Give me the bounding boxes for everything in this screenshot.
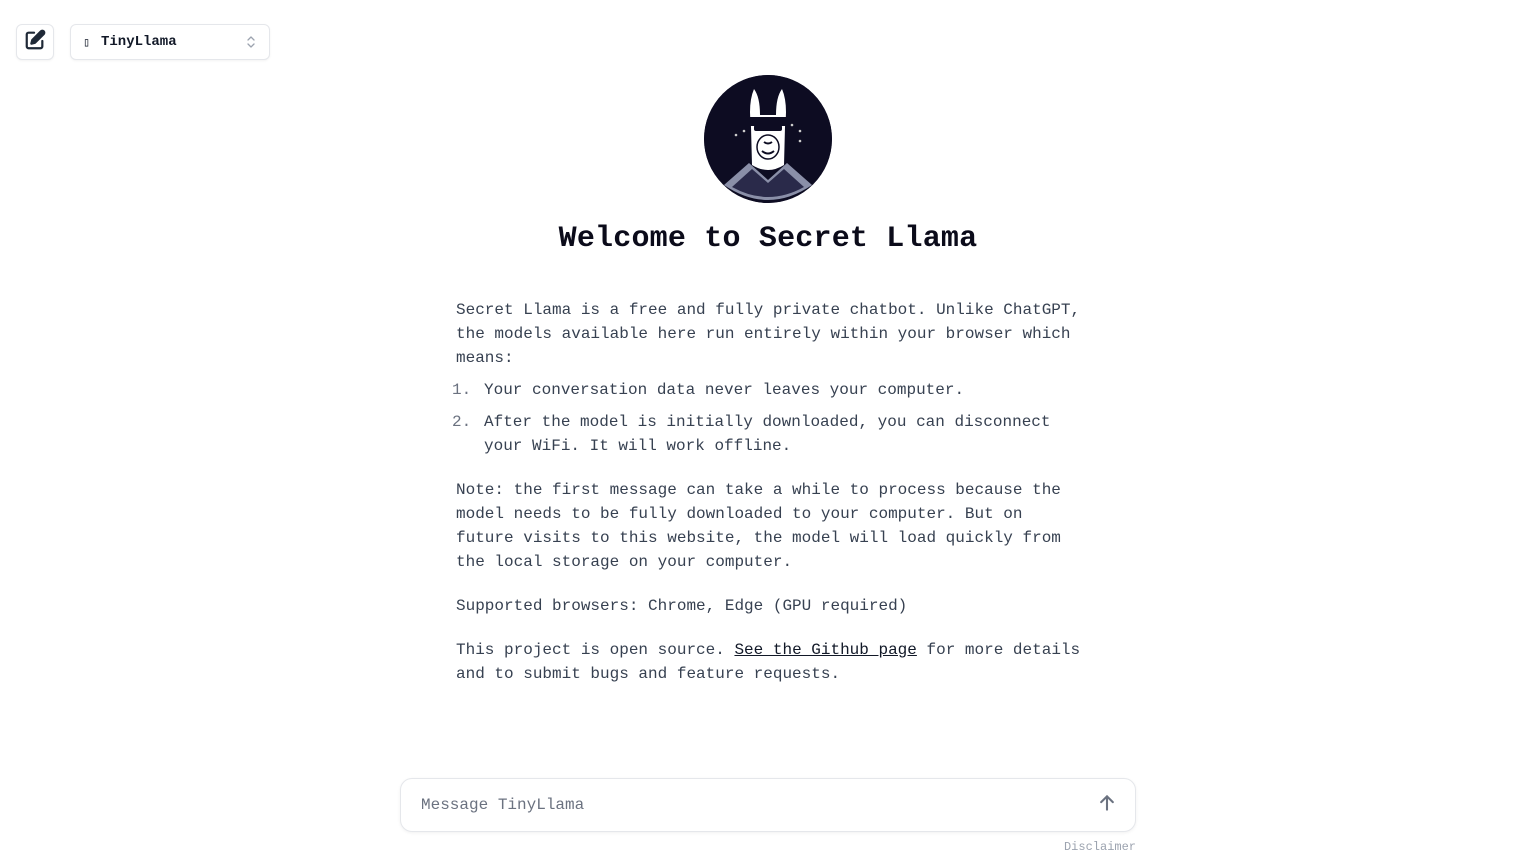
browsers-paragraph: Supported browsers: Chrome, Edge (GPU required) <box>456 597 908 615</box>
model-selector-value: TinyLlama <box>101 34 177 50</box>
github-link[interactable]: See the Github page <box>734 641 917 659</box>
open-source-paragraph <box>456 638 1086 686</box>
list-text: After the model is initially downloaded, you can disconnect your WiFi. It will work offline. <box>484 413 1051 455</box>
message-composer <box>400 778 1136 832</box>
list-number: 1. <box>452 381 472 399</box>
list-number: 2. <box>452 413 472 431</box>
open-source-prefix: This project is open source. <box>456 641 735 659</box>
model-glyph-icon: ▯ <box>83 35 91 50</box>
intro-paragraph: Secret Llama is a free and fully private chatbot. Unlike ChatGPT, the models available here run entirely within your browser which means: <box>456 301 1081 367</box>
chevron-up-down-icon <box>245 34 257 50</box>
feature-list <box>452 378 1086 458</box>
page-title: Welcome to Secret Llama <box>558 222 978 256</box>
new-chat-button[interactable] <box>16 24 54 60</box>
message-input[interactable] <box>421 796 1095 814</box>
secret-llama-logo <box>704 75 832 203</box>
intro-content <box>452 298 1086 706</box>
note-paragraph: Note: the first message can take a while to process because the model needs to be fully downloaded to your computer. But on future visits to this website, the model will load quickly from the local storage on your computer. <box>456 481 1061 571</box>
pencil-square-icon <box>24 29 46 56</box>
open-source-suffix: for more details and to submit bugs and feature requests. <box>456 641 1081 683</box>
model-selector[interactable] <box>70 24 270 60</box>
arrow-up-icon <box>1097 793 1117 818</box>
send-button[interactable] <box>1095 793 1119 817</box>
list-text: Your conversation data never leaves your computer. <box>484 381 965 399</box>
list-item <box>452 378 1086 402</box>
list-item <box>452 410 1086 458</box>
disclaimer-link[interactable]: Disclaimer <box>1063 840 1136 854</box>
